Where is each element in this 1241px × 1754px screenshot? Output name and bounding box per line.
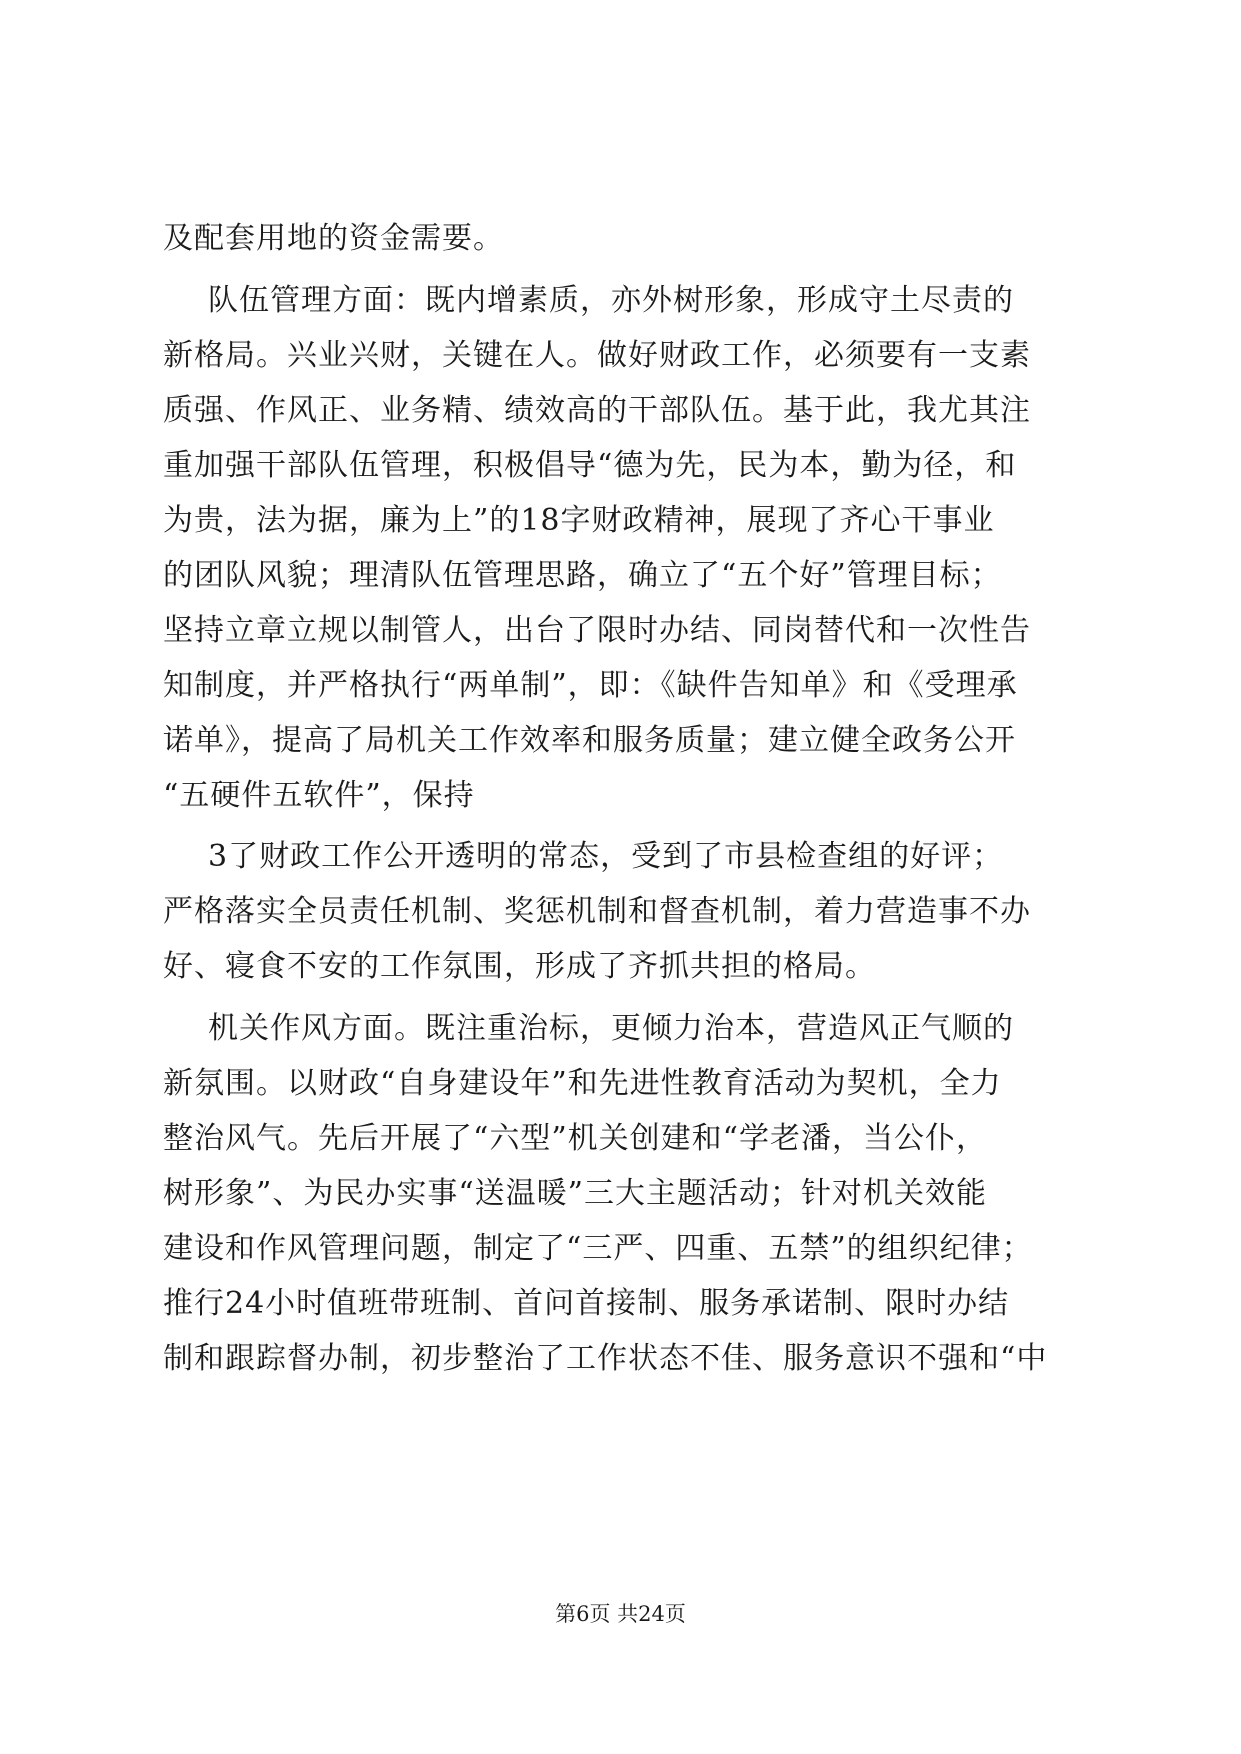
text-line-9: 知制度，并严格执行“两单制”，即：《缺件告知单》和《受理承 xyxy=(163,668,1018,703)
text-line-10: 诺单》，提高了局机关工作效率和服务质量；建立健全政务公开 xyxy=(163,723,1016,758)
text-line-1: 及配套用地的资金需要。 xyxy=(163,221,504,256)
text-line-17: 整治风气。先后开展了“六型”机关创建和“学老潘，当公仆， xyxy=(163,1121,988,1156)
text-line-8: 坚持立章立规以制管人，出台了限时办结、同岗替代和一次性告 xyxy=(163,613,1031,648)
text-line-20: 推行24小时值班带班制、首问首接制、服务承诺制、限时办结 xyxy=(163,1286,1010,1321)
text-line-3: 新格局。兴业兴财，关键在人。做好财政工作，必须要有一支素 xyxy=(163,338,1031,373)
text-line-15: 机关作风方面。既注重治标，更倾力治本，营造风正气顺的 xyxy=(208,1011,1014,1046)
page-footer: 第6页 共24页 xyxy=(555,1602,686,1626)
text-line-6: 为贵，法为据，廉为上”的18字财政精神，展现了齐心干事业 xyxy=(163,503,995,538)
text-line-7: 的团队风貌；理清队伍管理思路，确立了“五个好”管理目标； xyxy=(163,558,1002,593)
text-line-14: 好、寝食不安的工作氛围，形成了齐抓共担的格局。 xyxy=(163,949,876,984)
text-line-11: “五硬件五软件”，保持 xyxy=(163,778,475,813)
text-line-2: 队伍管理方面：既内增素质，亦外树形象，形成守土尽责的 xyxy=(208,283,1014,318)
text-line-21: 制和跟踪督办制，初步整治了工作状态不佳、服务意识不强和“中 xyxy=(163,1341,1048,1376)
text-line-16: 新氛围。以财政“自身建设年”和先进性教育活动为契机，全力 xyxy=(163,1066,1002,1101)
text-line-19: 建设和作风管理问题，制定了“三严、四重、五禁”的组织纪律； xyxy=(163,1231,1033,1266)
text-line-12: 3了财政工作公开透明的常态，受到了市县检查组的好评； xyxy=(208,839,1004,874)
text-line-18: 树形象”、为民办实事“送温暖”三大主题活动；针对机关效能 xyxy=(163,1176,988,1211)
text-line-4: 质强、作风正、业务精、绩效高的干部队伍。基于此，我尤其注 xyxy=(163,393,1031,428)
text-line-13: 严格落实全员责任机制、奖惩机制和督查机制，着力营造事不办 xyxy=(163,894,1031,929)
text-line-5: 重加强干部队伍管理，积极倡导“德为先，民为本，勤为径，和 xyxy=(163,448,1017,483)
